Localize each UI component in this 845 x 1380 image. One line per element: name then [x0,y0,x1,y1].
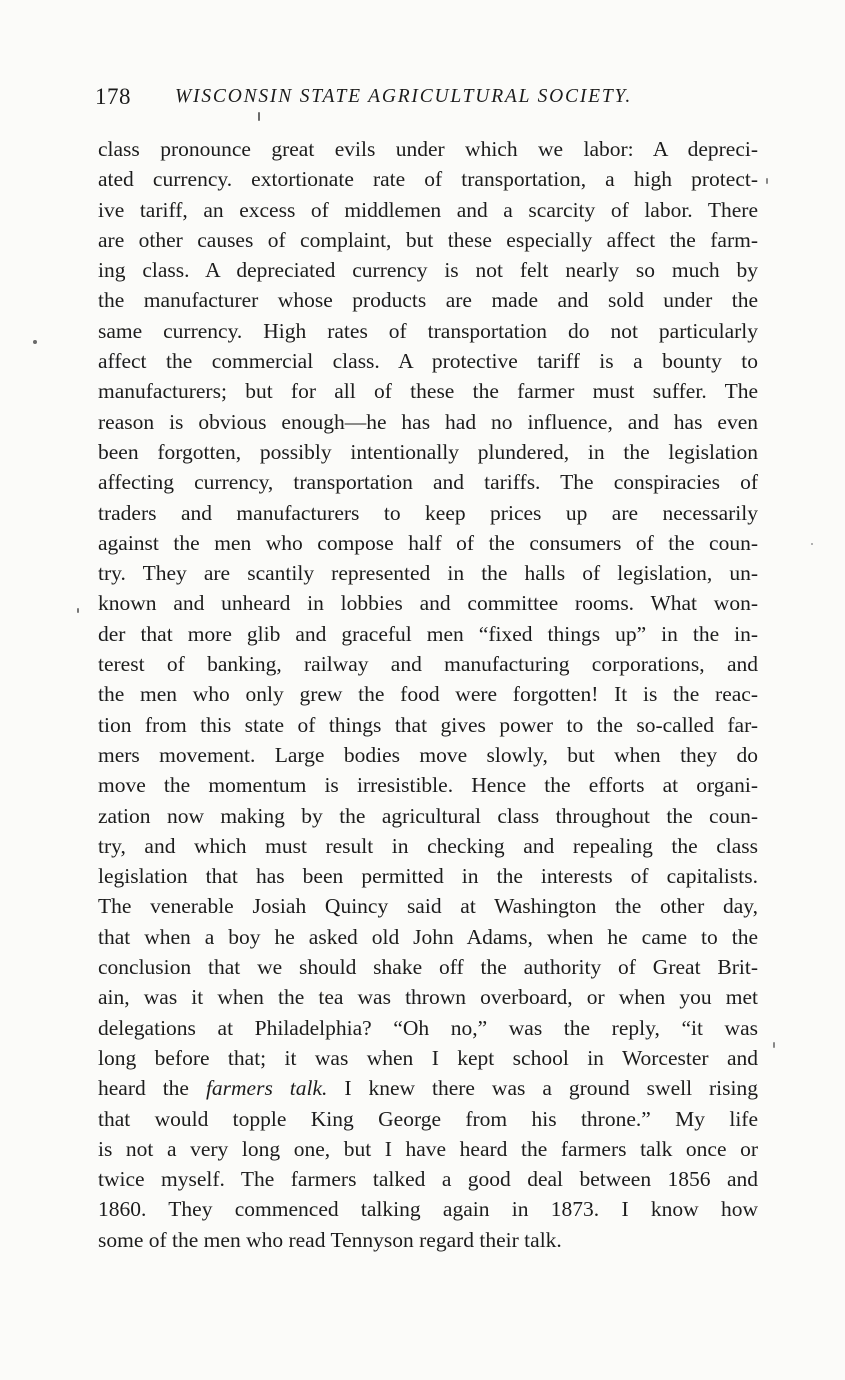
paper-speck [773,1042,775,1048]
running-head [95,84,695,118]
text-line: known and unheard in lobbies and committee rooms. What won- [98,591,758,616]
text-line: class pronounce great evils under which we labor: A depreci- [98,137,758,161]
text-line: try, and which must result in checking and repealing the class [98,833,758,858]
text-line: been forgotten, possibly intentionally plundered, in the legislation [98,439,758,464]
text-line: long before that; it was when I kept school in Worcester and [98,1045,758,1070]
text-segment: heard the [98,1076,206,1101]
text-line: der that more glib and graceful men “fixed things up” in the in- [98,621,758,646]
text-line: the manufacturer whose products are made and sold under the [98,288,758,313]
text-line: try. They are scantily represented in the halls of legislation, un- [98,561,758,586]
text-line: ain, was it when the tea was thrown overboard, or when you met [98,985,758,1010]
text-line: some of the men who read Tennyson regard their talk. [98,1227,562,1252]
page-number: 178 [95,84,131,109]
text-line: is not a very long one, but I have heard the farmers talk once or [98,1136,758,1161]
paper-speck [766,178,768,184]
text-line: ated currency. extortionate rate of transportation, a high protect- [98,167,758,192]
text-line: The venerable Josiah Quincy said at Washington the other day, [98,894,758,919]
text-line: affect the commercial class. A protective tariff is a bounty to [98,349,758,374]
text-line: move the momentum is irresistible. Hence the efforts at organi- [98,773,758,798]
text-line: that would topple King George from his throne.” My life [98,1106,758,1131]
text-line: mers movement. Large bodies move slowly, but when they do [98,742,758,767]
text-line: ive tariff, an excess of middlemen and a scarcity of labor. There [98,197,758,222]
text-line: legislation that has been permitted in the interests of capitalists. [98,864,758,889]
text-line: traders and manufacturers to keep prices up are necessarily [98,500,758,525]
text-line: conclusion that we should shake off the authority of Great Brit- [98,955,758,980]
body-text [98,134,758,1255]
text-line: are other causes of complaint, but these especially affect the farm- [98,227,758,252]
text-line: 1860. They commenced talking again in 1873. I know how [98,1197,758,1222]
text-line: that when a boy he asked old John Adams, when he came to the [98,924,758,949]
italic-phrase: farmers talk. [205,1076,328,1101]
text-line: ing class. A depreciated currency is not felt nearly so much by [98,258,758,283]
text-segment: I knew there was a ground swell rising [327,1076,758,1101]
text-line: affecting currency, transportation and tariffs. The conspiracies of [98,470,758,495]
text-line: same currency. High rates of transportation do not particularly [98,318,758,343]
text-line: the men who only grew the food were forgotten! It is the reac- [98,682,758,707]
paper-speck [258,112,260,121]
text-line: twice myself. The farmers talked a good deal between 1856 and [98,1167,758,1192]
text-line: manufacturers; but for all of these the farmer must suffer. The [98,379,758,404]
text-line: reason is obvious enough—he has had no influence, and has even [98,409,758,434]
text-line: delegations at Philadelphia? “Oh no,” was the reply, “it was [98,1015,758,1040]
text-line-italic-phrase [98,1073,758,1103]
paper-speck [811,543,813,545]
paper-speck [77,608,79,613]
running-head-title: WISCONSIN STATE AGRICULTURAL SOCIETY. [175,86,632,107]
text-line: against the men who compose half of the consumers of the coun- [98,530,758,555]
text-line: terest of banking, railway and manufacturing corporations, and [98,652,758,677]
text-line: tion from this state of things that gives power to the so-called far- [98,712,758,737]
paper-speck [33,340,37,344]
text-line: zation now making by the agricultural class throughout the coun- [98,803,758,828]
